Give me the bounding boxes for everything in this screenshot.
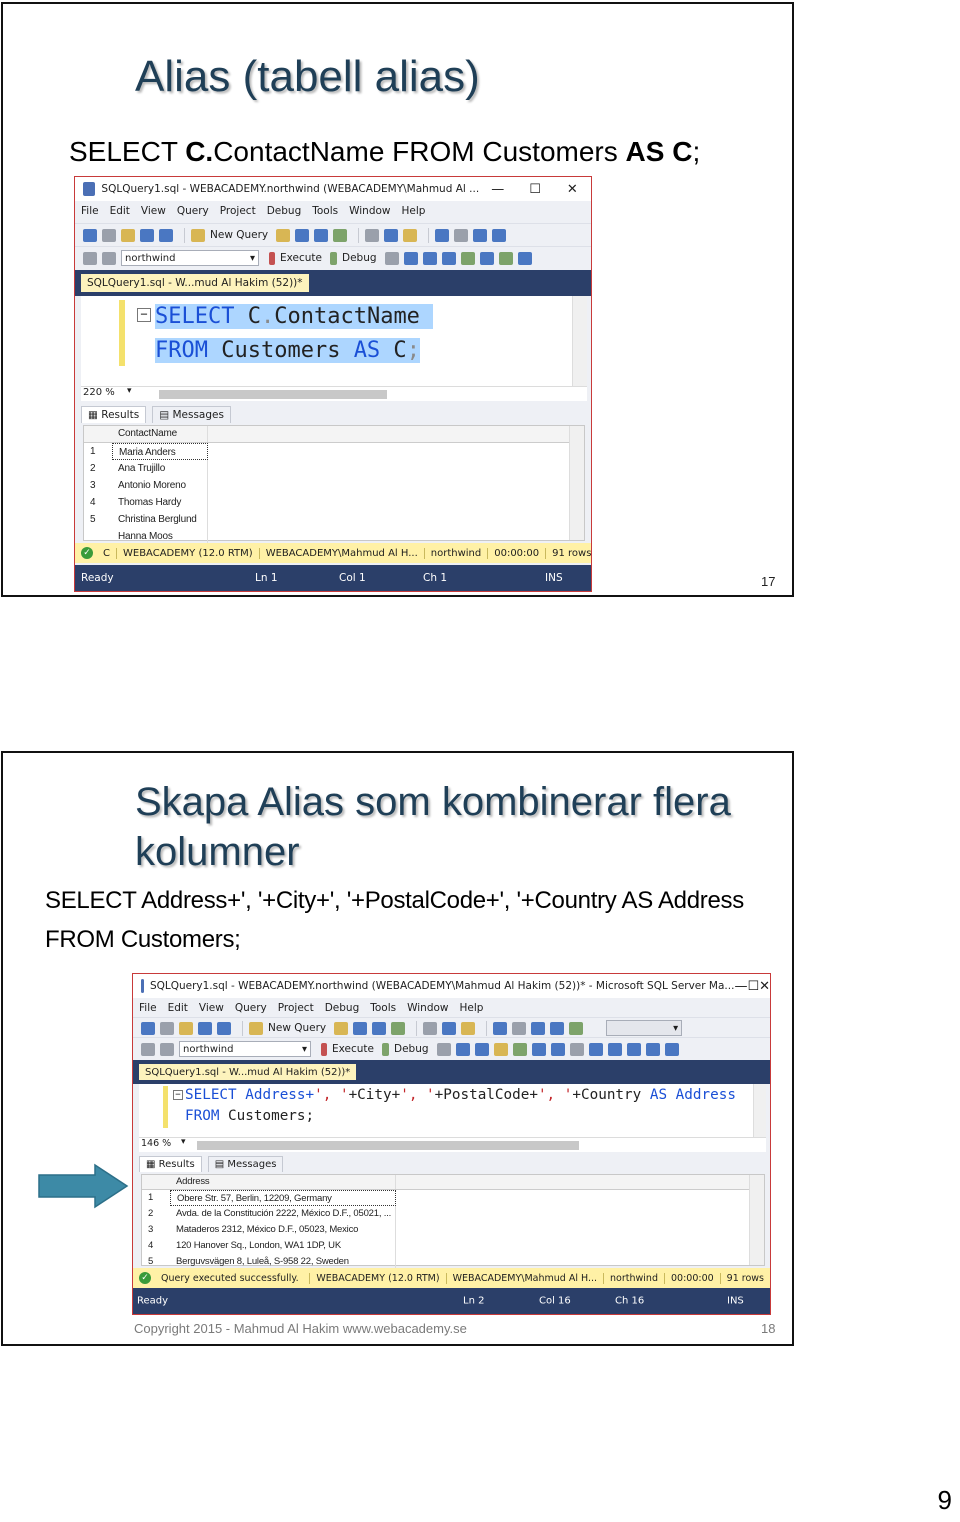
row-number: 5: [148, 1256, 154, 1267]
new-query-button[interactable]: New Query: [268, 1022, 327, 1034]
row-number: 2: [148, 1208, 154, 1219]
toolbar-separator: [416, 1021, 417, 1036]
code-line-2: FROM Customers;: [185, 1108, 315, 1124]
chevron-down-icon: ▾: [249, 252, 255, 264]
plan-icon[interactable]: [423, 252, 437, 265]
zoom-select[interactable]: 220 %: [83, 387, 115, 398]
tab-results[interactable]: [139, 1156, 202, 1172]
table-cell[interactable]: Berguvsvägen 8, Luleå, S-958 22, Sweden: [170, 1254, 396, 1270]
menu-tools[interactable]: Tools: [370, 1002, 397, 1014]
table-cell[interactable]: Avda. de la Constitución 2222, México D.F., 05021, ...: [170, 1206, 396, 1222]
status-item: WEBACADEMY\Mahmud Al H...: [260, 548, 425, 559]
open-folder-icon[interactable]: [179, 1022, 193, 1035]
open-folder-icon[interactable]: [121, 229, 135, 242]
add-item-icon[interactable]: [160, 1022, 174, 1035]
status-message: Query executed successfully.: [155, 1273, 310, 1284]
status-line: Ln 2: [463, 1295, 485, 1307]
window-titlebar: [75, 177, 591, 201]
tab-results[interactable]: [81, 406, 146, 423]
column-header-contactname[interactable]: ContactName: [112, 426, 208, 442]
slide-title: Alias (tabell alias): [135, 52, 480, 101]
menu-debug[interactable]: Debug: [266, 205, 302, 217]
table-cell[interactable]: Christina Berglund: [112, 511, 208, 528]
results-grid-icon[interactable]: [461, 252, 475, 265]
zoom-select[interactable]: 146 %: [141, 1138, 172, 1149]
menu-file[interactable]: File: [81, 205, 99, 217]
results-grid: [83, 425, 585, 541]
status-item: WEBACADEMY\Mahmud Al H...: [447, 1273, 604, 1284]
editor-horizontal-scrollbar[interactable]: [159, 390, 387, 399]
table-row[interactable]: [84, 511, 584, 528]
menu-edit[interactable]: Edit: [109, 205, 130, 217]
toolbar-separator: [184, 228, 185, 243]
save-icon[interactable]: [198, 1022, 212, 1035]
parse-icon[interactable]: [456, 1043, 470, 1056]
toolbar-separator: [486, 1021, 487, 1036]
query-editor[interactable]: [81, 296, 587, 386]
sql-line: SELECT Address+', '+City+', '+PostalCode+', '+Country AS Address: [45, 887, 744, 914]
query-icon[interactable]: [295, 229, 309, 242]
tab-messages-label: Messages: [172, 409, 224, 421]
query-icon[interactable]: [333, 229, 347, 242]
execute-icon: [321, 1043, 327, 1056]
slide-number: 18: [761, 1321, 776, 1336]
results-file-icon[interactable]: [532, 1043, 546, 1056]
query-icon[interactable]: [334, 1022, 348, 1035]
results-file-icon[interactable]: [480, 252, 494, 265]
copyright-footer: Copyright 2015 - Mahmud Al Hakim www.webacademy.se: [134, 1321, 467, 1336]
grid-vertical-scrollbar[interactable]: [569, 426, 584, 540]
navigate-icon[interactable]: [473, 229, 487, 242]
query-icon[interactable]: [314, 229, 328, 242]
query-status-bar: [75, 543, 591, 563]
sql-line: FROM Customers;: [45, 926, 241, 953]
results-tabstrip: [133, 1154, 770, 1172]
chevron-down-icon: ▾: [673, 1022, 679, 1034]
collapse-icon[interactable]: −: [173, 1090, 183, 1100]
slide-title: [135, 777, 731, 877]
success-icon: ✓: [81, 547, 93, 559]
status-item: C: [97, 548, 117, 559]
connect-icon[interactable]: [83, 252, 97, 265]
arrow-right-icon: [37, 1163, 129, 1209]
status-column: Col 1: [339, 572, 366, 584]
table-row[interactable]: [84, 443, 584, 460]
row-number-header: [142, 1175, 170, 1189]
chevron-down-icon: ▾: [301, 1043, 307, 1055]
execute-button[interactable]: Execute: [332, 1043, 374, 1055]
debug-play-icon: [382, 1043, 389, 1056]
grid-vertical-scrollbar[interactable]: [749, 1175, 764, 1265]
redo-icon[interactable]: [454, 229, 468, 242]
code-line-2: FROM Customers AS C;: [155, 338, 420, 363]
query-icon[interactable]: [372, 1022, 386, 1035]
debug-play-icon: [330, 252, 337, 265]
menu-project[interactable]: Project: [277, 1002, 314, 1014]
row-number: 1: [148, 1192, 154, 1203]
outdent-icon[interactable]: [646, 1043, 660, 1056]
chevron-down-icon: ▾: [181, 1137, 186, 1147]
tab-sqlquery1[interactable]: SQLQuery1.sql - W...mud Al Hakim (52))*: [139, 1064, 356, 1080]
results-to-icon[interactable]: [442, 252, 456, 265]
tab-results-label: Results: [101, 409, 140, 421]
menu-help[interactable]: Help: [459, 1002, 484, 1014]
table-cell[interactable]: Ana Trujillo: [112, 460, 208, 477]
status-item: 00:00:00: [665, 1273, 721, 1284]
status-line: Ln 1: [255, 572, 278, 584]
parse-icon[interactable]: [404, 252, 418, 265]
database-select-value: northwind: [125, 252, 176, 264]
app-status-bar: [75, 565, 591, 591]
query-status-bar: [133, 1268, 770, 1288]
change-marker: [163, 1086, 168, 1128]
slide-title-line: Skapa Alias som kombinerar flera: [135, 780, 731, 824]
status-item: 91 rows: [552, 547, 592, 559]
menu-bar: [75, 201, 591, 221]
row-number-header: [84, 426, 112, 442]
row-number: 1: [90, 446, 96, 457]
redo-icon[interactable]: [512, 1022, 526, 1035]
undo-icon[interactable]: [493, 1022, 507, 1035]
menu-project[interactable]: Project: [219, 205, 256, 217]
standard-toolbar: [133, 1017, 770, 1038]
execute-icon: [269, 252, 275, 265]
indent-icon[interactable]: [518, 252, 532, 265]
query-editor[interactable]: [139, 1084, 766, 1137]
menu-view[interactable]: View: [198, 1002, 224, 1014]
stop-icon[interactable]: [437, 1043, 451, 1056]
table-row[interactable]: [142, 1222, 764, 1238]
sql-editor-toolbar: [133, 1037, 770, 1060]
row-number: 3: [90, 480, 96, 491]
chevron-down-icon: ▾: [127, 386, 132, 396]
table-cell[interactable]: Mataderos 2312, México D.F., 05023, Mexico: [170, 1222, 396, 1238]
specify-values-icon[interactable]: [665, 1043, 679, 1056]
slide-18: [1, 751, 794, 1346]
table-row[interactable]: [142, 1190, 764, 1206]
window-title: SQLQuery1.sql - WEBACADEMY.northwind (WEBACADEMY\Mahmud Al Hakim (52))* - Microsoft SQL Server Ma...: [149, 980, 735, 992]
new-project-icon[interactable]: [83, 229, 97, 242]
status-char: Ch 16: [615, 1295, 645, 1307]
status-item: northwind: [425, 548, 488, 559]
comment-icon[interactable]: [589, 1043, 603, 1056]
table-row[interactable]: [142, 1238, 764, 1254]
results-grid: [141, 1174, 765, 1266]
messages-icon: ▤: [214, 1159, 228, 1170]
status-char: Ch 1: [423, 572, 448, 584]
sql-example: [45, 881, 744, 959]
table-row[interactable]: [142, 1206, 764, 1222]
status-ready: Ready: [81, 572, 114, 584]
status-item: northwind: [604, 1273, 665, 1284]
menu-bar: [133, 999, 770, 1017]
sql-alias-bold: AS C: [625, 136, 693, 167]
navigate-icon[interactable]: [531, 1022, 545, 1035]
new-query-icon[interactable]: [249, 1022, 263, 1035]
row-number: 3: [148, 1224, 154, 1235]
ssms-app-icon: [141, 979, 144, 993]
tab-sqlquery1[interactable]: SQLQuery1.sql - W...mud Al Hakim (52))*: [81, 274, 309, 292]
query-icon[interactable]: [391, 1022, 405, 1035]
menu-query[interactable]: Query: [234, 1002, 267, 1014]
status-ready: Ready: [137, 1295, 169, 1307]
stop-icon[interactable]: [385, 252, 399, 265]
copy-icon[interactable]: [442, 1022, 456, 1035]
slide-17: [1, 2, 794, 597]
ssms-window: [74, 176, 592, 592]
new-query-button[interactable]: New Query: [210, 229, 269, 241]
tab-messages[interactable]: [152, 406, 231, 423]
toolbar-separator: [428, 228, 429, 243]
solution-icon[interactable]: [492, 229, 506, 242]
row-number: 2: [90, 463, 96, 474]
window-title: SQLQuery1.sql - WEBACADEMY.northwind (WEBACADEMY\Mahmud Al ...: [101, 183, 480, 195]
document-tabstrip: [133, 1060, 770, 1084]
add-item-icon[interactable]: [102, 229, 116, 242]
configuration-select[interactable]: [606, 1020, 682, 1036]
code-line-1: SELECT C.ContactName: [155, 300, 433, 334]
document-tabstrip: [75, 270, 591, 296]
status-item: WEBACADEMY (12.0 RTM): [117, 548, 260, 559]
execute-button[interactable]: Execute: [280, 252, 322, 264]
status-insert-mode: INS: [727, 1295, 744, 1307]
maximize-icon[interactable]: ☐: [747, 978, 760, 994]
start-icon[interactable]: [569, 1022, 583, 1035]
maximize-icon[interactable]: ☐: [529, 181, 541, 197]
status-item: 00:00:00: [488, 548, 546, 559]
toolbar-separator: [358, 228, 359, 243]
change-connection-icon[interactable]: [160, 1043, 174, 1056]
zoom-bar: [139, 1137, 766, 1152]
new-query-icon[interactable]: [191, 229, 205, 242]
zoom-bar: [81, 386, 587, 401]
grid-icon: ▦: [146, 1159, 159, 1170]
minimize-icon[interactable]: —: [734, 978, 748, 994]
grid-icon: ▦: [88, 409, 102, 421]
tab-messages[interactable]: [208, 1156, 284, 1172]
minimize-icon[interactable]: —: [491, 181, 505, 197]
debug-button[interactable]: Debug: [342, 252, 377, 264]
tab-results-label: Results: [158, 1159, 195, 1170]
status-item: 91 rows: [726, 1272, 764, 1284]
database-select-value: northwind: [183, 1043, 234, 1055]
menu-help[interactable]: Help: [401, 205, 426, 217]
query-icon[interactable]: [276, 229, 290, 242]
editor-horizontal-scrollbar[interactable]: [197, 1141, 579, 1150]
table-row[interactable]: [84, 477, 584, 494]
menu-file[interactable]: File: [139, 1002, 157, 1014]
row-number: 4: [90, 497, 96, 508]
sql-text: ContactName FROM Customers: [213, 136, 626, 167]
solution-icon[interactable]: [550, 1022, 564, 1035]
sql-alias-bold: C.: [185, 136, 214, 167]
messages-icon: ▤: [159, 409, 173, 421]
close-icon[interactable]: ✕: [566, 181, 578, 197]
status-column: Col 16: [539, 1295, 571, 1307]
cut-icon[interactable]: [365, 229, 379, 242]
collapse-icon[interactable]: −: [137, 308, 151, 322]
new-project-icon[interactable]: [141, 1022, 155, 1035]
menu-window[interactable]: Window: [407, 1002, 449, 1014]
results-grid-icon[interactable]: [513, 1043, 527, 1056]
client-stats-icon[interactable]: [570, 1043, 584, 1056]
column-header-address[interactable]: Address: [170, 1175, 396, 1189]
table-row[interactable]: [84, 460, 584, 477]
menu-edit[interactable]: Edit: [167, 1002, 188, 1014]
sql-text: SELECT: [69, 136, 186, 167]
uncomment-icon[interactable]: [608, 1043, 622, 1056]
table-cell[interactable]: Maria Anders: [112, 443, 208, 460]
change-connection-icon[interactable]: [102, 252, 116, 265]
editor-vertical-scrollbar[interactable]: [753, 1084, 766, 1137]
results-tabstrip: [75, 403, 591, 423]
status-insert-mode: INS: [545, 572, 563, 584]
menu-tools[interactable]: Tools: [312, 205, 339, 217]
grid-header: [142, 1175, 764, 1190]
table-row[interactable]: [84, 494, 584, 511]
results-to-icon[interactable]: [494, 1043, 508, 1056]
save-icon[interactable]: [140, 229, 154, 242]
code-line-1: SELECT Address+', '+City+', '+PostalCode+', '+Country AS Address: [185, 1087, 736, 1103]
table-cell[interactable]: Antonio Moreno: [112, 477, 208, 494]
app-status-bar: [133, 1288, 770, 1314]
ssms-window: [132, 973, 771, 1315]
sql-editor-toolbar: [75, 246, 591, 269]
row-number: 4: [148, 1240, 154, 1251]
query-icon[interactable]: [353, 1022, 367, 1035]
plan-icon[interactable]: [475, 1043, 489, 1056]
database-select[interactable]: [121, 250, 259, 266]
window-titlebar: [133, 974, 770, 998]
table-cell[interactable]: Obere Str. 57, Berlin, 12209, Germany: [170, 1190, 396, 1206]
cut-icon[interactable]: [423, 1022, 437, 1035]
grid-header: [84, 426, 584, 443]
sql-example: [69, 136, 700, 168]
success-icon: ✓: [139, 1272, 151, 1284]
change-marker: [119, 300, 125, 366]
include-plan-icon[interactable]: [551, 1043, 565, 1056]
database-select[interactable]: [179, 1041, 311, 1057]
standard-toolbar: [75, 223, 591, 246]
row-number: 5: [90, 514, 96, 525]
paste-icon[interactable]: [461, 1022, 475, 1035]
slide-number: 17: [761, 574, 776, 589]
comment-icon[interactable]: [499, 252, 513, 265]
menu-query[interactable]: Query: [176, 205, 209, 217]
connect-icon[interactable]: [141, 1043, 155, 1056]
save-all-icon[interactable]: [159, 229, 173, 242]
save-all-icon[interactable]: [217, 1022, 231, 1035]
debug-button[interactable]: Debug: [394, 1043, 429, 1055]
table-cell[interactable]: Hanna Moos: [112, 528, 208, 545]
ssms-app-icon: [83, 182, 95, 196]
tab-messages-label: Messages: [227, 1159, 277, 1170]
sql-text: ;: [692, 136, 701, 167]
table-cell[interactable]: 120 Hanover Sq., London, WA1 1DP, UK: [170, 1238, 396, 1254]
table-cell[interactable]: Thomas Hardy: [112, 494, 208, 511]
editor-vertical-scrollbar[interactable]: [572, 296, 587, 386]
menu-view[interactable]: View: [140, 205, 166, 217]
status-item: WEBACADEMY (12.0 RTM): [310, 1273, 446, 1284]
indent-icon[interactable]: [627, 1043, 641, 1056]
paste-icon[interactable]: [403, 229, 417, 242]
menu-window[interactable]: Window: [349, 205, 391, 217]
close-icon[interactable]: ✕: [759, 978, 770, 994]
menu-debug[interactable]: Debug: [324, 1002, 360, 1014]
undo-icon[interactable]: [435, 229, 449, 242]
slide-title-line: kolumner: [135, 830, 300, 874]
page-number: 9: [937, 1485, 952, 1515]
copy-icon[interactable]: [384, 229, 398, 242]
toolbar-separator: [242, 1021, 243, 1036]
